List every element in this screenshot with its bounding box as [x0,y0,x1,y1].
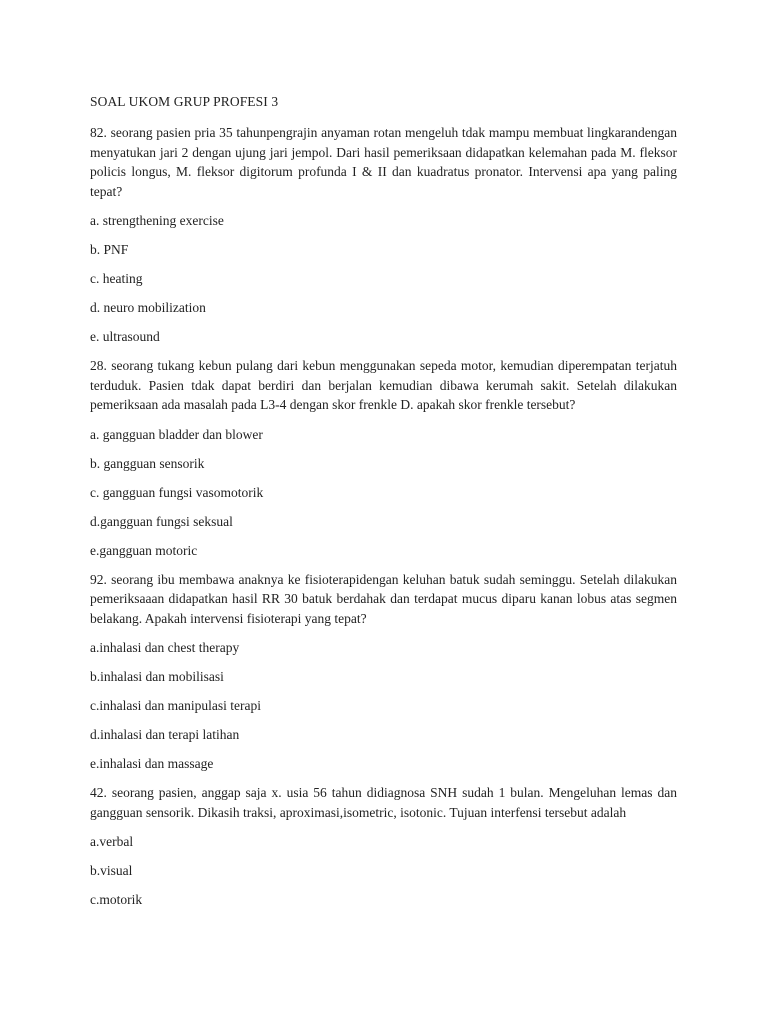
question-block-28 [90,356,677,560]
answer-option: b. gangguan sensorik [90,455,205,471]
answer-option: a. gangguan bladder dan blower [90,426,263,442]
answer-option: e.gangguan motoric [90,542,198,558]
answer-option: b. PNF [90,242,129,257]
answer-option: c.motorik [90,892,143,907]
question-block-82 [90,123,677,346]
question-block-42 [90,783,677,909]
document-page [90,92,677,919]
question-text: 42. seorang pasien, anggap saja x. usia 56 tahun didiagnosa SNH sudah 1 bulan. Mengeluhan lemas dan gangguan sensorik. Dikasih traksi, aproximasi,isometric, isotonic. Tujuan interfensi tersebut adalah [90,785,677,820]
answer-option: e. ultrasound [90,329,160,344]
answer-option: e.inhalasi dan massage [90,756,214,771]
answer-option: c.inhalasi dan manipulasi terapi [90,698,261,713]
answer-option: d. neuro mobilization [90,300,206,315]
question-block-92 [90,570,677,774]
question-text: 82. seorang pasien pria 35 tahunpengrajin anyaman rotan mengeluh tdak mampu membuat lingkarandengan menyatukan jari 2 dengan ujung jari jempol. Dari hasil pemeriksaan didapatkan kelemahan pada M. fleksor policis longus, M. fleksor digitorum profunda I & II dan kuadratus pronator. Intervensi apa yang paling tepat? [90,125,677,199]
answer-option: a.inhalasi dan chest therapy [90,640,240,655]
document-title: SOAL UKOM GRUP PROFESI 3 [90,94,279,109]
question-text: 92. seorang ibu membawa anaknya ke fisioterapidengan keluhan batuk sudah seminggu. Setelah dilakukan pemeriksaaan didapatkan hasil RR 30 batuk berdahak dan terdapat mucus diparu kanan lobus atas segmen belakang. Apakah intervensi fisioterapi yang tepat? [90,571,677,626]
question-text: 28. seorang tukang kebun pulang dari kebun menggunakan sepeda motor, kemudian diperempatan terjatuh terduduk. Pasien tdak dapat berdiri dan berjalan kemudian dibawa kerumah sakit. Setelah dilakukan pemeriksaan ada masalah pada L3-4 dengan skor frenkle D. apakah skor frenkle tersebut? [90,358,677,412]
answer-option: a.verbal [90,834,134,849]
answer-option: b.inhalasi dan mobilisasi [90,669,224,684]
answer-option: d.inhalasi dan terapi latihan [90,727,240,742]
answer-option: c. heating [90,271,143,286]
answer-option: a. strengthening exercise [90,213,224,228]
answer-option: b.visual [90,863,133,878]
answer-option: c. gangguan fungsi vasomotorik [90,484,264,500]
answer-option: d.gangguan fungsi seksual [90,513,233,529]
